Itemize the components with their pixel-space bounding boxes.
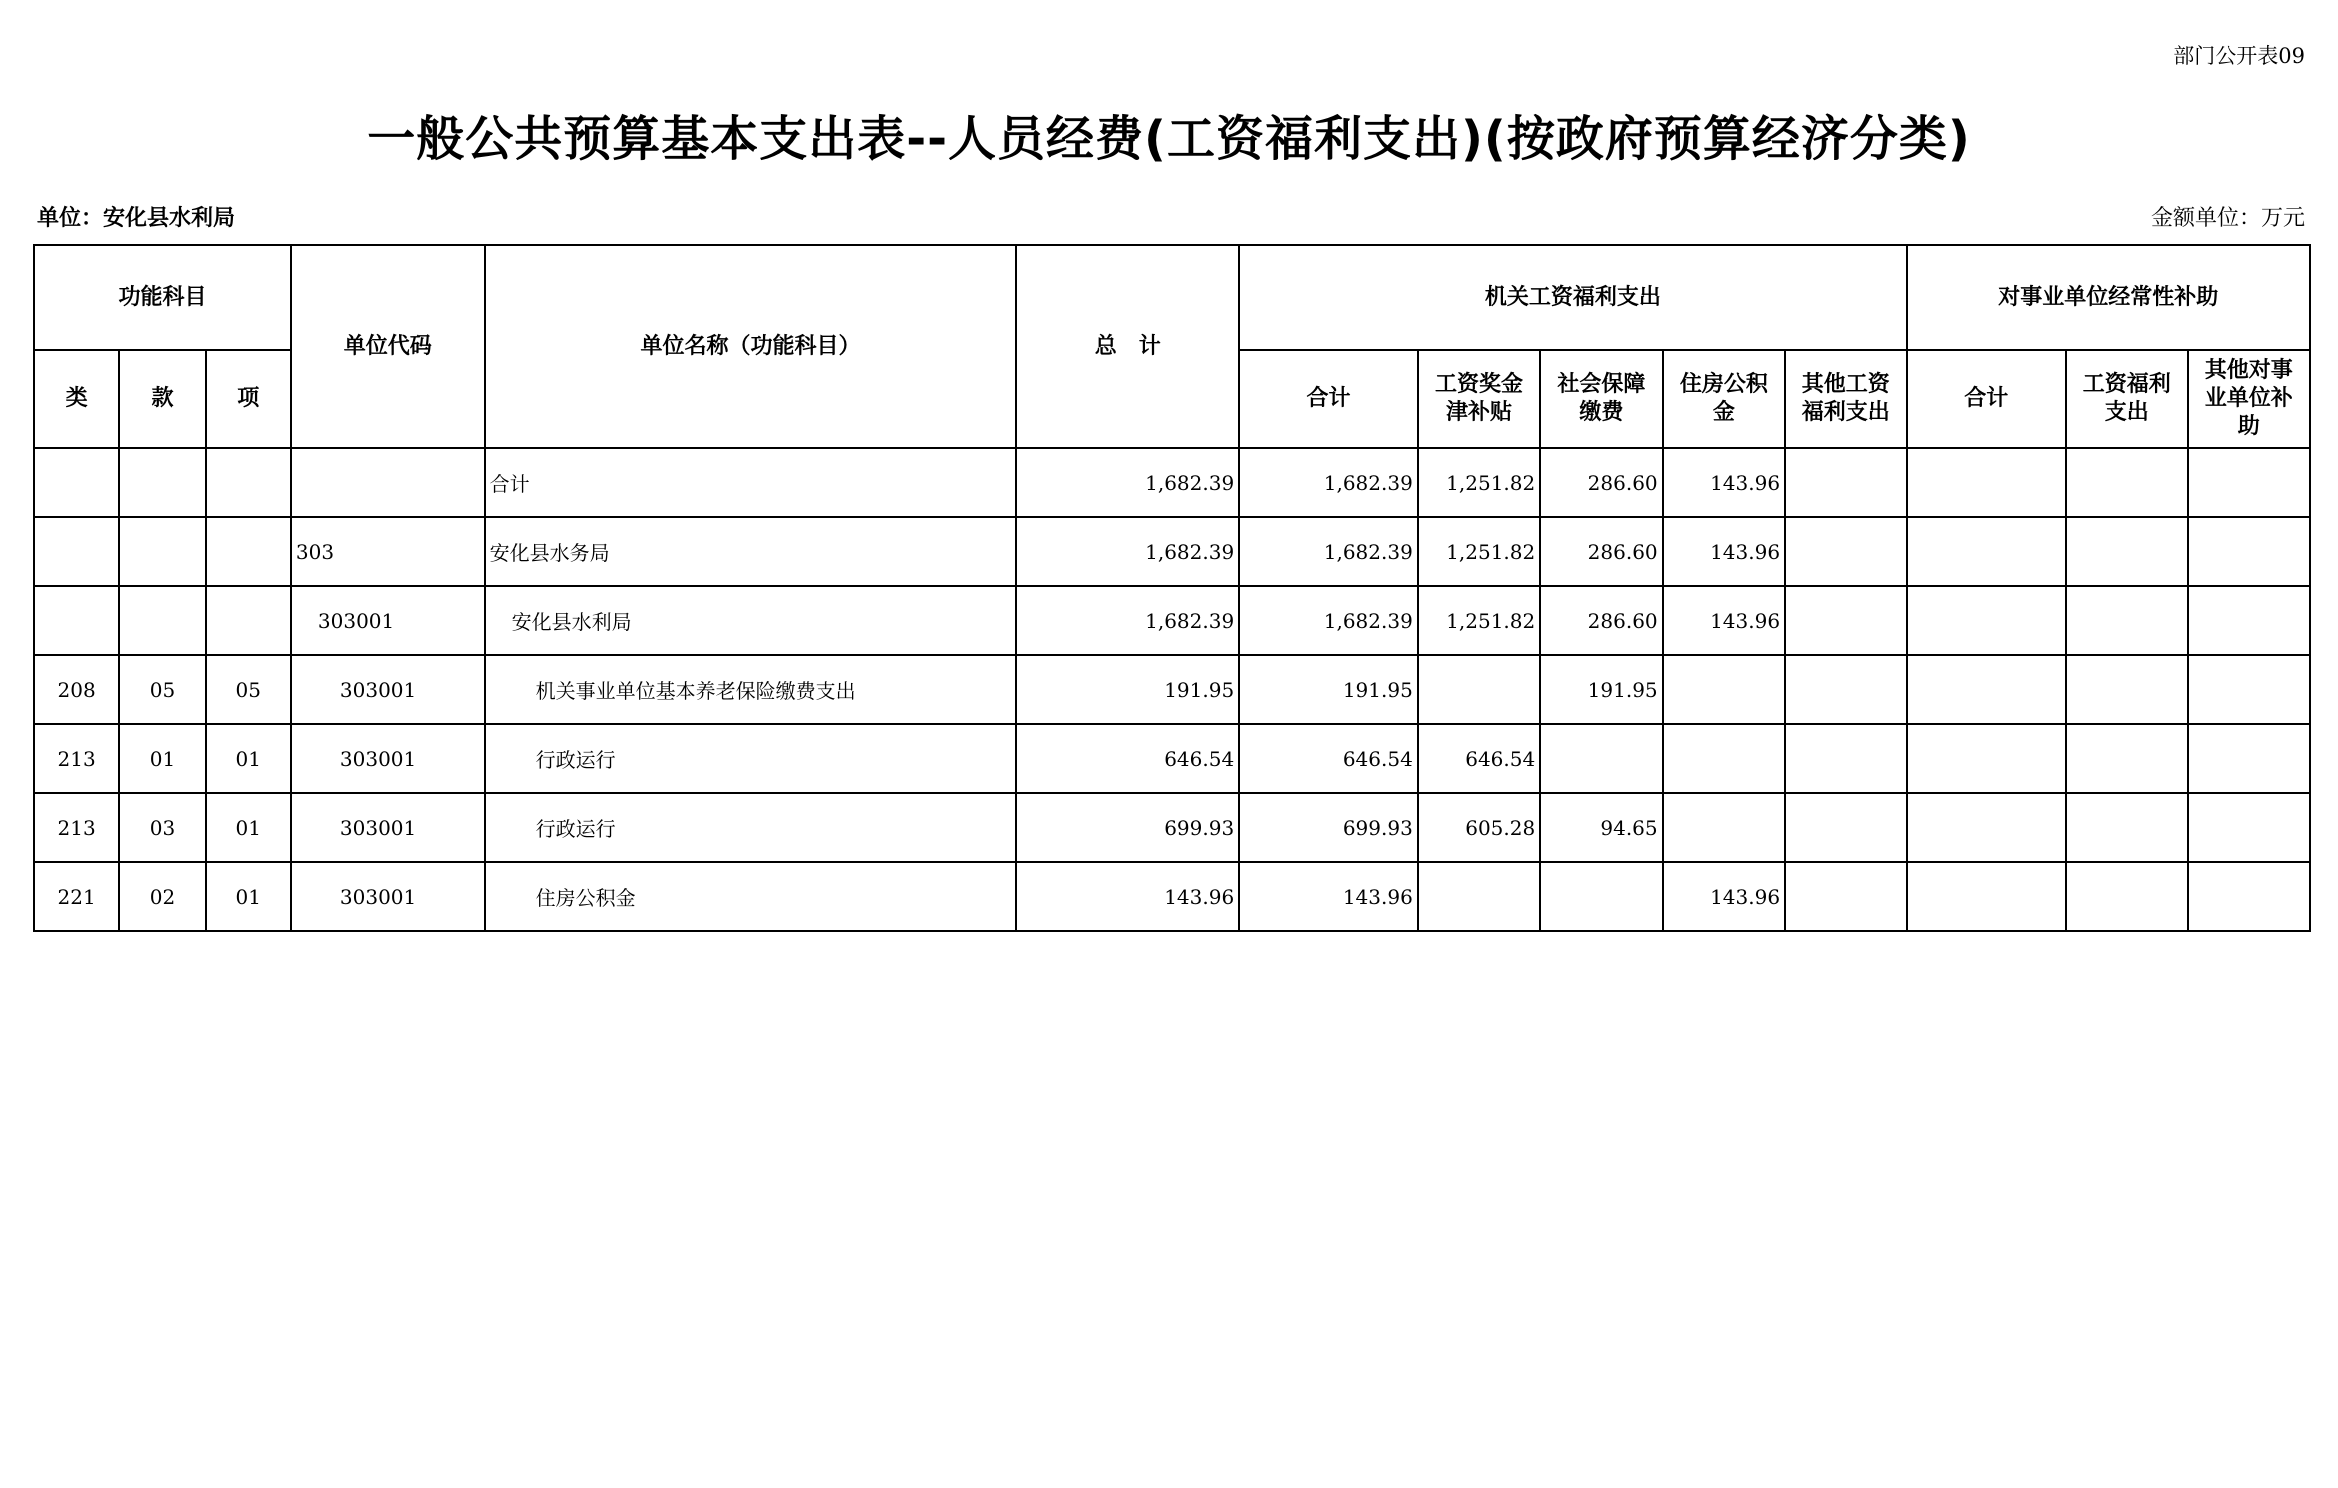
cell-org-sum: 646.54 <box>1239 724 1418 793</box>
cell-inst-sum <box>1907 793 2067 862</box>
cell-org-sum: 143.96 <box>1239 862 1418 931</box>
cell-code: 303001 <box>291 862 485 931</box>
cell-org-housing: 143.96 <box>1663 862 1785 931</box>
cell-org-sum: 1,682.39 <box>1239 517 1418 586</box>
header-inst-sum: 合计 <box>1907 350 2067 448</box>
table-row <box>34 724 2310 793</box>
cell-inst-salary <box>2066 655 2187 724</box>
cell-name: 安化县水务局 <box>485 517 1017 586</box>
header-inst-salary: 工资福利支出 <box>2066 350 2187 448</box>
cell-org-housing <box>1663 655 1785 724</box>
cell-org-social: 286.60 <box>1540 448 1662 517</box>
cell-xiang: 01 <box>206 862 291 931</box>
cell-org-housing <box>1663 724 1785 793</box>
cell-kuan <box>119 586 205 655</box>
budget-table <box>33 244 2311 932</box>
cell-name: 行政运行 <box>485 724 1017 793</box>
cell-org-social <box>1540 724 1662 793</box>
cell-kuan <box>119 448 205 517</box>
page-title: 一般公共预算基本支出表--人员经费(工资福利支出)(按政府预算经济分类) <box>367 111 1971 167</box>
cell-name: 住房公积金 <box>485 862 1017 931</box>
cell-inst-other <box>2188 448 2311 517</box>
header-inst-other: 其他对事业单位补助 <box>2188 350 2311 448</box>
cell-inst-salary <box>2066 793 2187 862</box>
cell-code <box>291 448 485 517</box>
cell-inst-salary <box>2066 517 2187 586</box>
cell-org-social: 286.60 <box>1540 586 1662 655</box>
cell-total: 646.54 <box>1016 724 1239 793</box>
cell-org-salary: 1,251.82 <box>1418 517 1540 586</box>
cell-total: 143.96 <box>1016 862 1239 931</box>
cell-inst-salary <box>2066 586 2187 655</box>
cell-inst-sum <box>1907 586 2067 655</box>
cell-xiang: 05 <box>206 655 291 724</box>
cell-org-sum: 1,682.39 <box>1239 448 1418 517</box>
cell-inst-other <box>2188 655 2311 724</box>
cell-org-housing: 143.96 <box>1663 448 1785 517</box>
header-unit-code: 单位代码 <box>291 245 485 448</box>
header-org-other: 其他工资福利支出 <box>1785 350 1906 448</box>
cell-kuan: 02 <box>119 862 205 931</box>
header-org-sum: 合计 <box>1239 350 1418 448</box>
cell-org-social: 94.65 <box>1540 793 1662 862</box>
cell-org-other <box>1785 655 1906 724</box>
cell-total: 1,682.39 <box>1016 517 1239 586</box>
cell-inst-other <box>2188 862 2311 931</box>
header-kuan: 款 <box>119 350 205 448</box>
cell-inst-other <box>2188 724 2311 793</box>
cell-lei: 213 <box>34 724 119 793</box>
cell-org-housing: 143.96 <box>1663 517 1785 586</box>
cell-org-salary: 1,251.82 <box>1418 586 1540 655</box>
cell-inst-other <box>2188 517 2311 586</box>
cell-lei: 221 <box>34 862 119 931</box>
table-row <box>34 793 2310 862</box>
cell-code: 303 <box>291 517 485 586</box>
header-org-salary: 工资奖金津补贴 <box>1418 350 1540 448</box>
cell-lei <box>34 448 119 517</box>
unit-label: 单位：安化县水利局 <box>37 206 236 231</box>
cell-inst-sum <box>1907 655 2067 724</box>
cell-org-housing <box>1663 793 1785 862</box>
cell-org-social: 191.95 <box>1540 655 1662 724</box>
cell-lei <box>34 586 119 655</box>
header-lei: 类 <box>34 350 119 448</box>
header-org-social: 社会保障缴费 <box>1540 350 1662 448</box>
table-row <box>34 448 2310 517</box>
header-unit-name: 单位名称（功能科目） <box>485 245 1017 448</box>
cell-total: 191.95 <box>1016 655 1239 724</box>
cell-org-sum: 1,682.39 <box>1239 586 1418 655</box>
cell-xiang <box>206 448 291 517</box>
cell-org-housing: 143.96 <box>1663 586 1785 655</box>
cell-org-other <box>1785 517 1906 586</box>
table-row <box>34 655 2310 724</box>
cell-lei: 208 <box>34 655 119 724</box>
header-org-group: 机关工资福利支出 <box>1239 245 1906 350</box>
cell-org-salary: 605.28 <box>1418 793 1540 862</box>
cell-org-salary: 646.54 <box>1418 724 1540 793</box>
header-total: 总 计 <box>1016 245 1239 448</box>
header-inst-group: 对事业单位经常性补助 <box>1907 245 2310 350</box>
table-row <box>34 862 2310 931</box>
header-func: 功能科目 <box>34 245 291 350</box>
cell-total: 1,682.39 <box>1016 586 1239 655</box>
cell-inst-sum <box>1907 724 2067 793</box>
cell-org-sum: 699.93 <box>1239 793 1418 862</box>
cell-inst-salary <box>2066 724 2187 793</box>
cell-xiang: 01 <box>206 793 291 862</box>
cell-name: 安化县水利局 <box>485 586 1017 655</box>
cell-inst-sum <box>1907 448 2067 517</box>
cell-org-salary <box>1418 862 1540 931</box>
cell-inst-sum <box>1907 517 2067 586</box>
cell-kuan <box>119 517 205 586</box>
cell-inst-salary <box>2066 448 2187 517</box>
cell-code: 303001 <box>291 586 485 655</box>
cell-inst-sum <box>1907 862 2067 931</box>
cell-xiang: 01 <box>206 724 291 793</box>
cell-org-salary: 1,251.82 <box>1418 448 1540 517</box>
cell-xiang <box>206 517 291 586</box>
cell-name: 合计 <box>485 448 1017 517</box>
cell-inst-other <box>2188 793 2311 862</box>
cell-org-social <box>1540 862 1662 931</box>
cell-total: 699.93 <box>1016 793 1239 862</box>
amount-unit-label: 金额单位：万元 <box>2150 206 2305 231</box>
header-xiang: 项 <box>206 350 291 448</box>
cell-xiang <box>206 586 291 655</box>
table-row <box>34 517 2310 586</box>
cell-org-other <box>1785 724 1906 793</box>
form-number: 部门公开表09 <box>2173 44 2305 68</box>
cell-name: 行政运行 <box>485 793 1017 862</box>
cell-org-other <box>1785 793 1906 862</box>
table-row <box>34 586 2310 655</box>
cell-org-other <box>1785 586 1906 655</box>
cell-inst-salary <box>2066 862 2187 931</box>
cell-org-other <box>1785 862 1906 931</box>
cell-inst-other <box>2188 586 2311 655</box>
cell-kuan: 05 <box>119 655 205 724</box>
cell-total: 1,682.39 <box>1016 448 1239 517</box>
cell-code: 303001 <box>291 793 485 862</box>
cell-org-sum: 191.95 <box>1239 655 1418 724</box>
cell-org-social: 286.60 <box>1540 517 1662 586</box>
cell-lei <box>34 517 119 586</box>
header-org-housing: 住房公积金 <box>1663 350 1785 448</box>
cell-org-salary <box>1418 655 1540 724</box>
cell-code: 303001 <box>291 655 485 724</box>
cell-kuan: 01 <box>119 724 205 793</box>
cell-code: 303001 <box>291 724 485 793</box>
cell-kuan: 03 <box>119 793 205 862</box>
cell-name: 机关事业单位基本养老保险缴费支出 <box>485 655 1017 724</box>
cell-lei: 213 <box>34 793 119 862</box>
cell-org-other <box>1785 448 1906 517</box>
